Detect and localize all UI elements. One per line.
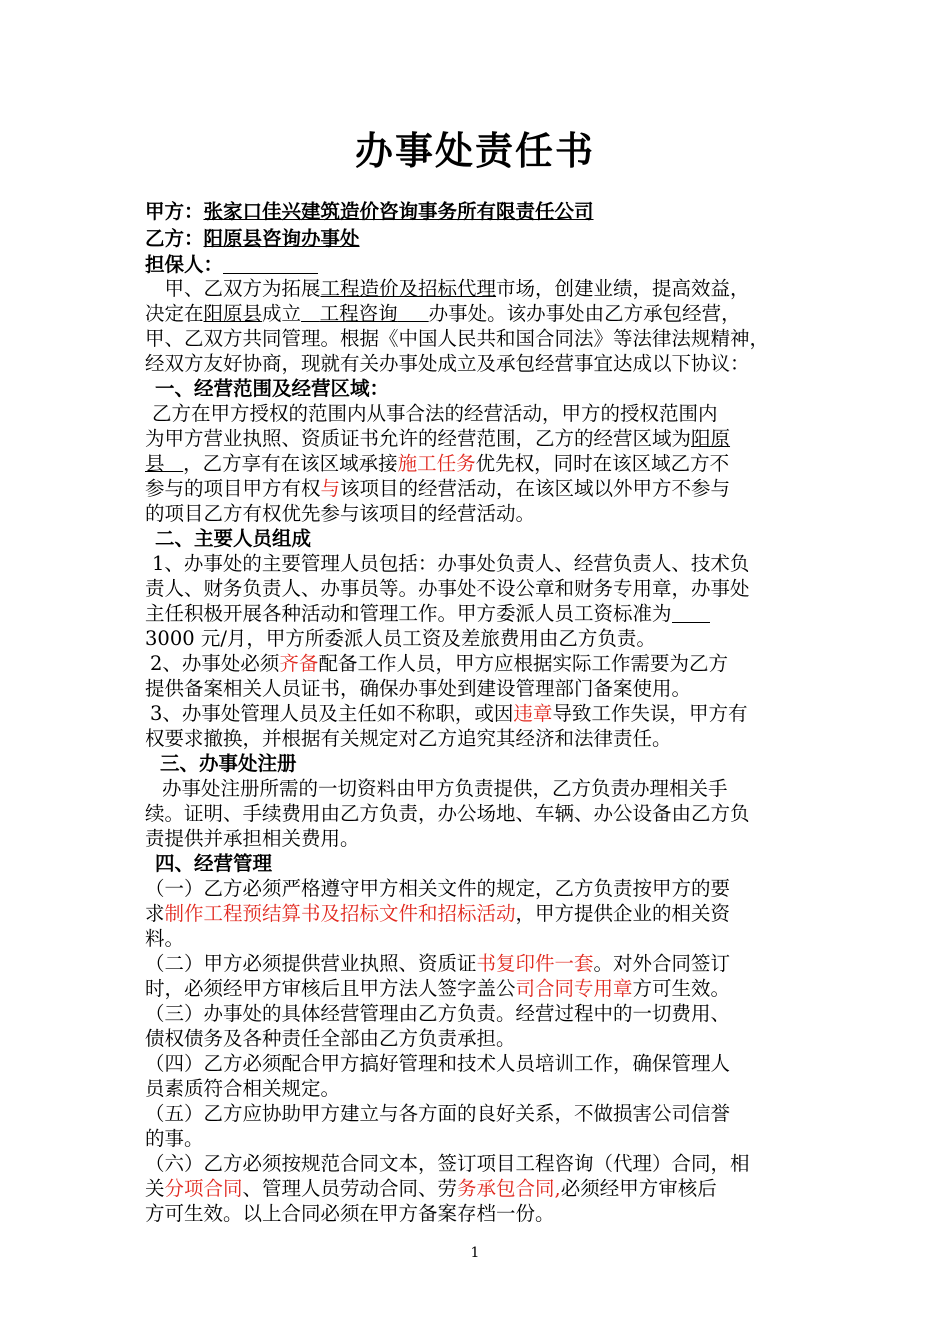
preamble-line-4: 经双方友好协商，现就有关办事处成立及承包经营事宜达成以下协议： (145, 352, 750, 375)
section-2-item-3-line-1: 3、办事处管理人员及主任如不称职，或因违章导致工作失误，甲方有 (150, 702, 748, 725)
section-3-heading: 三、办事处注册 (160, 752, 297, 775)
party-b-line (145, 226, 815, 251)
section-4-item-1-line-3: 料。 (145, 927, 185, 950)
party-a-line (145, 199, 815, 224)
section-1-heading: 一、经营范围及经营区域： (155, 377, 390, 400)
section-4-item-5-line-1: （五）乙方应协助甲方建立与各方面的良好关系，不做损害公司信誉 (145, 1102, 731, 1125)
section-2-item-2-line-2: 提供备案相关人员证书，确保办事处到建设管理部门备案使用。 (145, 677, 692, 700)
document-title: 办事处责任书 (354, 128, 595, 173)
section-2-item-1-line-4: 3000 元/月，甲方所委派人员工资及差旅费用由乙方负责。 (145, 627, 656, 650)
section-2-item-1-line-2: 责人、财务负责人、办事员等。办事处不设公章和财务专用章，办事处 (145, 577, 750, 600)
section-3-line-1: 办事处注册所需的一切资料由甲方负责提供，乙方负责办理相关手 (162, 777, 728, 800)
section-1-line-4: 参与的项目甲方有权与该项目的经营活动，在该区域以外甲方不参与 (145, 477, 731, 500)
preamble-line-1: 甲、乙双方为拓展工程造价及招标代理市场，创建业绩，提高效益， (164, 277, 750, 300)
section-2-item-1-line-3: 主任积极开展各种活动和管理工作。甲方委派人员工资标准为 (145, 601, 815, 626)
section-4-item-6-line-3: 方可生效。以上合同必须在甲方备案存档一份。 (145, 1202, 555, 1225)
section-1-line-2: 为甲方营业执照、资质证书允许的经营范围，乙方的经营区域为阳原 (145, 427, 731, 450)
guarantor-blank (223, 253, 318, 274)
section-1-line-3: 县 ，乙方享有在该区域承接施工任务优先权，同时在该区域乙方不 (145, 452, 730, 475)
section-1-line-5: 的项目乙方有权优先参与该项目的经营活动。 (145, 502, 536, 525)
section-4-heading: 四、经营管理 (155, 852, 273, 875)
party-b-label: 乙方： (145, 227, 204, 250)
salary-blank (672, 602, 710, 623)
preamble-line-2: 决定在阳原县成立 工程咨询 办事处。该办事处由乙方承包经营， (145, 302, 741, 325)
guarantor-line (145, 252, 815, 277)
guarantor-label: 担保人： (145, 253, 224, 276)
section-2-item-2-line-1: 2、办事处必须齐备配备工作人员，甲方应根据实际工作需要为乙方 (150, 652, 728, 675)
section-2-heading: 二、主要人员组成 (155, 527, 312, 550)
section-4-item-6-line-2: 关分项合同、管理人员劳动合同、劳务承包合同,必须经甲方审核后 (145, 1177, 717, 1200)
section-4-item-1-line-2: 求制作工程预结算书及招标文件和招标活动，甲方提供企业的相关资 (145, 902, 731, 925)
section-1-line-1: 乙方在甲方授权的范围内从事合法的经营活动，甲方的授权范围内 (152, 402, 718, 425)
section-4-item-4-line-1: （四）乙方必须配合甲方搞好管理和技术人员培训工作，确保管理人 (145, 1052, 731, 1075)
section-2-item-1-line-1: 1、办事处的主要管理人员包括：办事处负责人、经营负责人、技术负 (152, 552, 750, 575)
party-a-name: 张家口佳兴建筑造价咨询事务所有限责任公司 (203, 200, 594, 223)
section-4-item-1-line-1: （一）乙方必须严格遵守甲方相关文件的规定，乙方负责按甲方的要 (145, 877, 731, 900)
section-4-item-4-line-2: 员素质符合相关规定。 (145, 1077, 341, 1100)
section-2-item-3-line-2: 权要求撤换，并根据有关规定对乙方追究其经济和法律责任。 (145, 727, 672, 750)
section-4-item-3-line-1: （三）办事处的具体经营管理由乙方负责。经营过程中的一切费用、 (145, 1002, 731, 1025)
section-4-item-2-line-1: （二）甲方必须提供营业执照、资质证书复印件一套。对外合同签订 (145, 952, 731, 975)
section-4-item-3-line-2: 债权债务及各种责任全部由乙方负责承担。 (145, 1027, 516, 1050)
section-4-item-6-line-1: （六）乙方必须按规范合同文本，签订项目工程咨询（代理）合同，相 (145, 1152, 750, 1175)
preamble-line-3: 甲、乙双方共同管理。根据《中国人民共和国合同法》等法律法规精神， (145, 327, 770, 350)
section-3-line-3: 责提供并承担相关费用。 (145, 827, 360, 850)
party-b-name: 阳原县咨询办事处 (203, 227, 360, 250)
party-a-label: 甲方： (145, 200, 204, 223)
page-number: 1 (470, 1245, 480, 1261)
section-3-line-2: 续。证明、手续费用由乙方负责，办公场地、车辆、办公设备由乙方负 (145, 802, 750, 825)
section-4-item-5-line-2: 的事。 (145, 1127, 204, 1150)
section-4-item-2-line-2: 时，必须经甲方审核后且甲方法人签字盖公司合同专用章方可生效。 (145, 977, 731, 1000)
